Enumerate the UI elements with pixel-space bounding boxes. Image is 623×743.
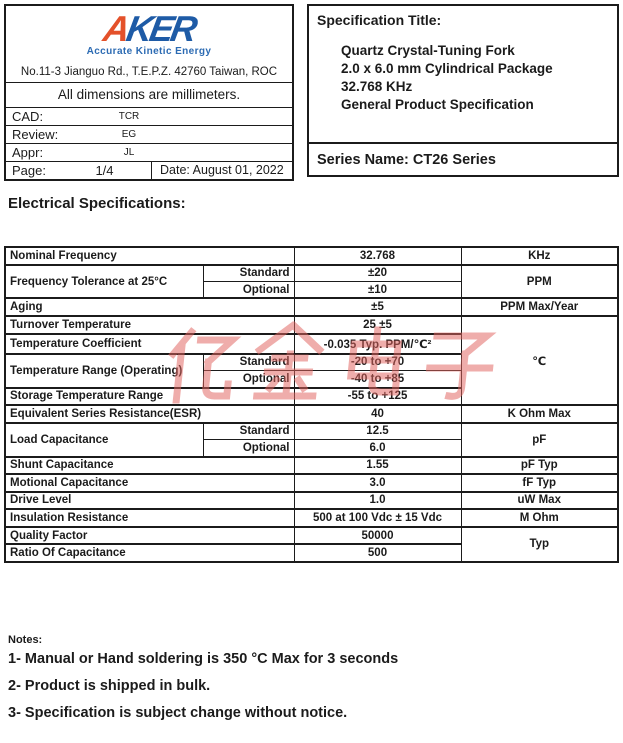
spec-param: Load Capacitance [5,423,203,457]
spec-value: ±5 [294,298,461,316]
spec-sub-option: Optional [203,371,294,388]
spec-value: 1.55 [294,457,461,475]
spec-param: Temperature Coefficient [5,334,294,354]
table-row [5,474,618,492]
company-logo [6,6,292,63]
spec-title-lines [341,42,617,114]
page-row [6,162,292,179]
appr-value: JL [123,147,135,158]
spec-value: 500 [294,544,461,562]
table-row [5,316,618,334]
logo-letter-a: A [100,8,131,49]
spec-value: -20 to +70 [294,354,461,371]
note-item: 1- Manual or Hand soldering is 350 °C Max for 3 seconds [8,651,399,667]
notes-section [8,634,608,727]
table-row [5,509,618,527]
spec-value: 40 [294,405,461,423]
page-number: 1/4 [95,163,114,178]
review-label: Review: [12,127,59,142]
spec-value: 3.0 [294,474,461,492]
spec-unit: ℃ [461,316,618,405]
table-row [5,492,618,510]
table-row [5,265,618,282]
spec-param: Temperature Range (Operating) [5,354,203,388]
spec-value: 500 at 100 Vdc ± 15 Vdc [294,509,461,527]
spec-title-line: 32.768 KHz [341,79,413,94]
spec-title-line: Quartz Crystal-Tuning Fork [341,43,515,58]
spec-sub-option: Standard [203,265,294,282]
date-value: Date: August 01, 2022 [160,163,284,177]
spec-unit: pF [461,423,618,457]
review-value: EG [121,129,137,140]
cad-label: CAD: [12,109,44,124]
table-row [5,527,618,545]
company-info-box [4,4,294,181]
spec-unit: PPM Max/Year [461,298,618,316]
spec-title-line: 2.0 x 6.0 mm Cylindrical Package [341,61,553,76]
spec-sub-option: Optional [203,282,294,299]
spec-param: Nominal Frequency [5,247,294,265]
logo-letters-ker: KER [123,8,198,49]
company-address: No.11-3 Jianguo Rd., T.E.P.Z. 42760 Taiwan, ROC [6,63,292,83]
appr-label: Appr: [12,145,44,160]
spec-param: Insulation Resistance [5,509,294,527]
page-label: Page: [12,163,46,178]
section-heading: Electrical Specifications: [8,195,186,212]
spec-unit: M Ohm [461,509,618,527]
spec-param: Frequency Tolerance at 25°C [5,265,203,299]
spec-unit: uW Max [461,492,618,510]
page-cell [6,162,152,179]
spec-param: Ratio Of Capacitance [5,544,294,562]
spec-value: -0.035 Typ. PPM/℃² [294,334,461,354]
spec-title-section [309,6,617,144]
spec-unit: pF Typ [461,457,618,475]
spec-sub-option: Optional [203,440,294,457]
dimensions-note: All dimensions are millimeters. [6,83,292,108]
spec-value: 6.0 [294,440,461,457]
spec-value: -55 to +125 [294,388,461,406]
aker-logo [100,8,198,49]
spec-value: ±20 [294,265,461,282]
spec-param: Quality Factor [5,527,294,545]
table-row [5,423,618,440]
spec-sub-option: Standard [203,354,294,371]
spec-value: 25 ±5 [294,316,461,334]
spec-value: ±10 [294,282,461,299]
spec-unit: Typ [461,527,618,562]
spec-unit: K Ohm Max [461,405,618,423]
appr-row [6,144,292,162]
cad-value: TCR [118,111,140,122]
cad-row [6,108,292,126]
spec-unit: PPM [461,265,618,299]
spec-title-label: Specification Title: [317,12,442,28]
spec-unit: fF Typ [461,474,618,492]
spec-value: 1.0 [294,492,461,510]
table-row [5,457,618,475]
spec-param: Drive Level [5,492,294,510]
spec-title-line: General Product Specification [341,97,534,112]
electrical-spec-table [4,246,619,563]
spec-title-box [307,4,619,177]
notes-label: Notes: [8,634,43,646]
logo-tagline: Accurate Kinetic Energy [86,46,212,57]
spec-param: Shunt Capacitance [5,457,294,475]
spec-param: Motional Capacitance [5,474,294,492]
table-row [5,247,618,265]
spec-param: Equivalent Series Resistance(ESR) [5,405,294,423]
spec-sub-option: Standard [203,423,294,440]
note-item: 2- Product is shipped in bulk. [8,678,211,694]
spec-value: 12.5 [294,423,461,440]
spec-param: Turnover Temperature [5,316,294,334]
spec-param: Aging [5,298,294,316]
table-row [5,298,618,316]
table-row [5,405,618,423]
series-name: Series Name: CT26 Series [317,151,496,168]
spec-value: 50000 [294,527,461,545]
spec-value: 32.768 [294,247,461,265]
spec-param: Storage Temperature Range [5,388,294,406]
note-item: 3- Specification is subject change without notice. [8,705,348,721]
spec-value: -40 to +85 [294,371,461,388]
review-row [6,126,292,144]
spec-unit: KHz [461,247,618,265]
